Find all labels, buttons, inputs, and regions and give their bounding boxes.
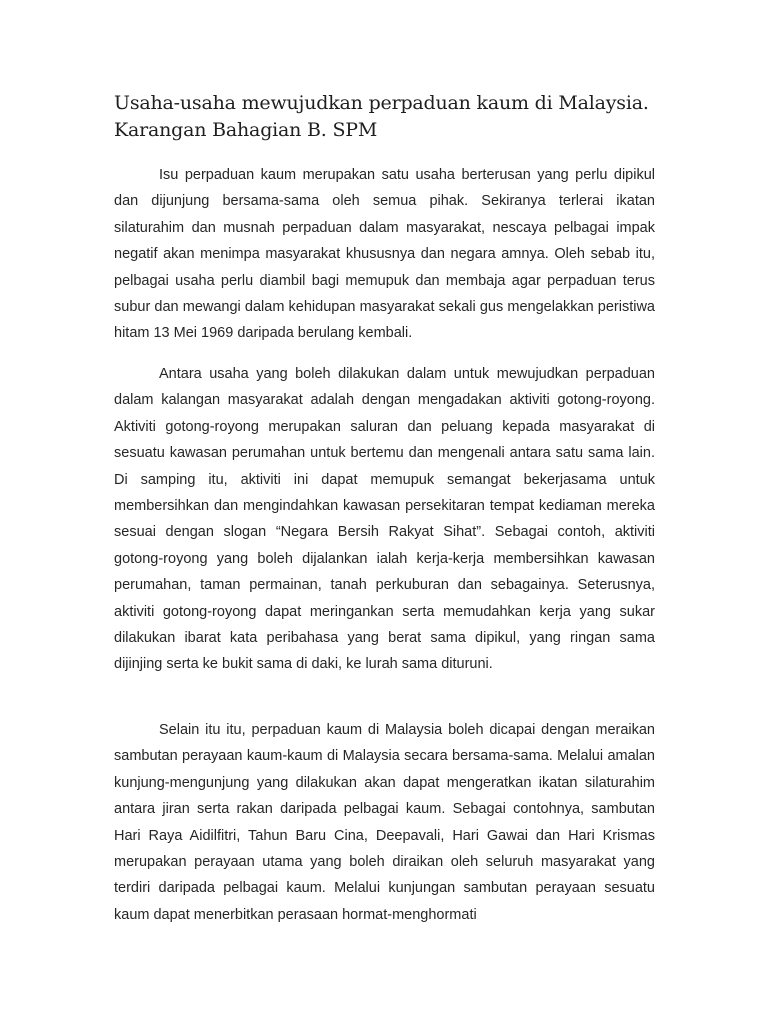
- paragraph-text: Isu perpaduan kaum merupakan satu usaha berterusan yang perlu dipikul dan dijunjung bersama-sama oleh semua pihak. Sekiranya terlerai ikatan silaturahim dan musnah perpaduan dalam masyarakat, nescaya pelbagai impak negatif akan menimpa masyarakat khususnya dan negara amnya. Oleh sebab itu, pelbagai usaha perlu diambil bagi memupuk dan membaja agar perpaduan terus subur dan mewangi dalam kehidupan masyarakat sekali gus mengelakkan peristiwa hitam 13 Mei 1969 daripada berulang kembali.: [114, 167, 655, 342]
- title-line-1: Usaha-usaha mewujudkan perpaduan kaum di Malaysia.: [114, 92, 649, 114]
- paragraph-introduction: [114, 162, 655, 347]
- document-title: [114, 90, 674, 144]
- paragraph-gotong-royong: [114, 361, 655, 678]
- paragraph-text: Selain itu itu, perpaduan kaum di Malaysia boleh dicapai dengan meraikan sambutan perayaan kaum-kaum di Malaysia secara bersama-sama. Melalui amalan kunjung-mengunjung yang dilakukan akan dapat mengeratkan ikatan silaturahim antara jiran serta rakan daripada pelbagai kaum. Sebagai contohnya, sambutan Hari Raya Aidilfitri, Tahun Baru Cina, Deepavali, Hari Gawai dan Hari Krismas merupakan perayaan utama yang boleh diraikan oleh seluruh masyarakat yang terdiri daripada pelbagai kaum. Melalui kunjungan sambutan perayaan sesuatu kaum dapat menerbitkan perasaan hormat-menghormati: [114, 722, 655, 923]
- paragraph-festivals: [114, 717, 655, 928]
- title-line-2: Karangan Bahagian B. SPM: [114, 119, 378, 141]
- paragraph-text: Antara usaha yang boleh dilakukan dalam untuk mewujudkan perpaduan dalam kalangan masyarakat adalah dengan mengadakan aktiviti gotong-royong. Aktiviti gotong-royong merupakan saluran dan peluang kepada masyarakat di sesuatu kawasan perumahan untuk bertemu dan mengenali antara satu sama lain. Di samping itu, aktiviti ini dapat memupuk semangat bekerjasama untuk membersihkan dan mengindahkan kawasan persekitaran tempat kediaman mereka sesuai dengan slogan “Negara Bersih Rakyat Sihat”. Sebagai contoh, aktiviti gotong-royong yang boleh dijalankan ialah kerja-kerja membersihkan kawasan perumahan, taman permainan, tanah perkuburan dan sebagainya. Seterusnya, aktiviti gotong-royong dapat meringankan serta memudahkan kerja yang sukar dilakukan ibarat kata peribahasa yang berat sama dipikul, yang ringan sama dijinjing serta ke bukit sama di daki, ke lurah sama dituruni.: [114, 366, 655, 673]
